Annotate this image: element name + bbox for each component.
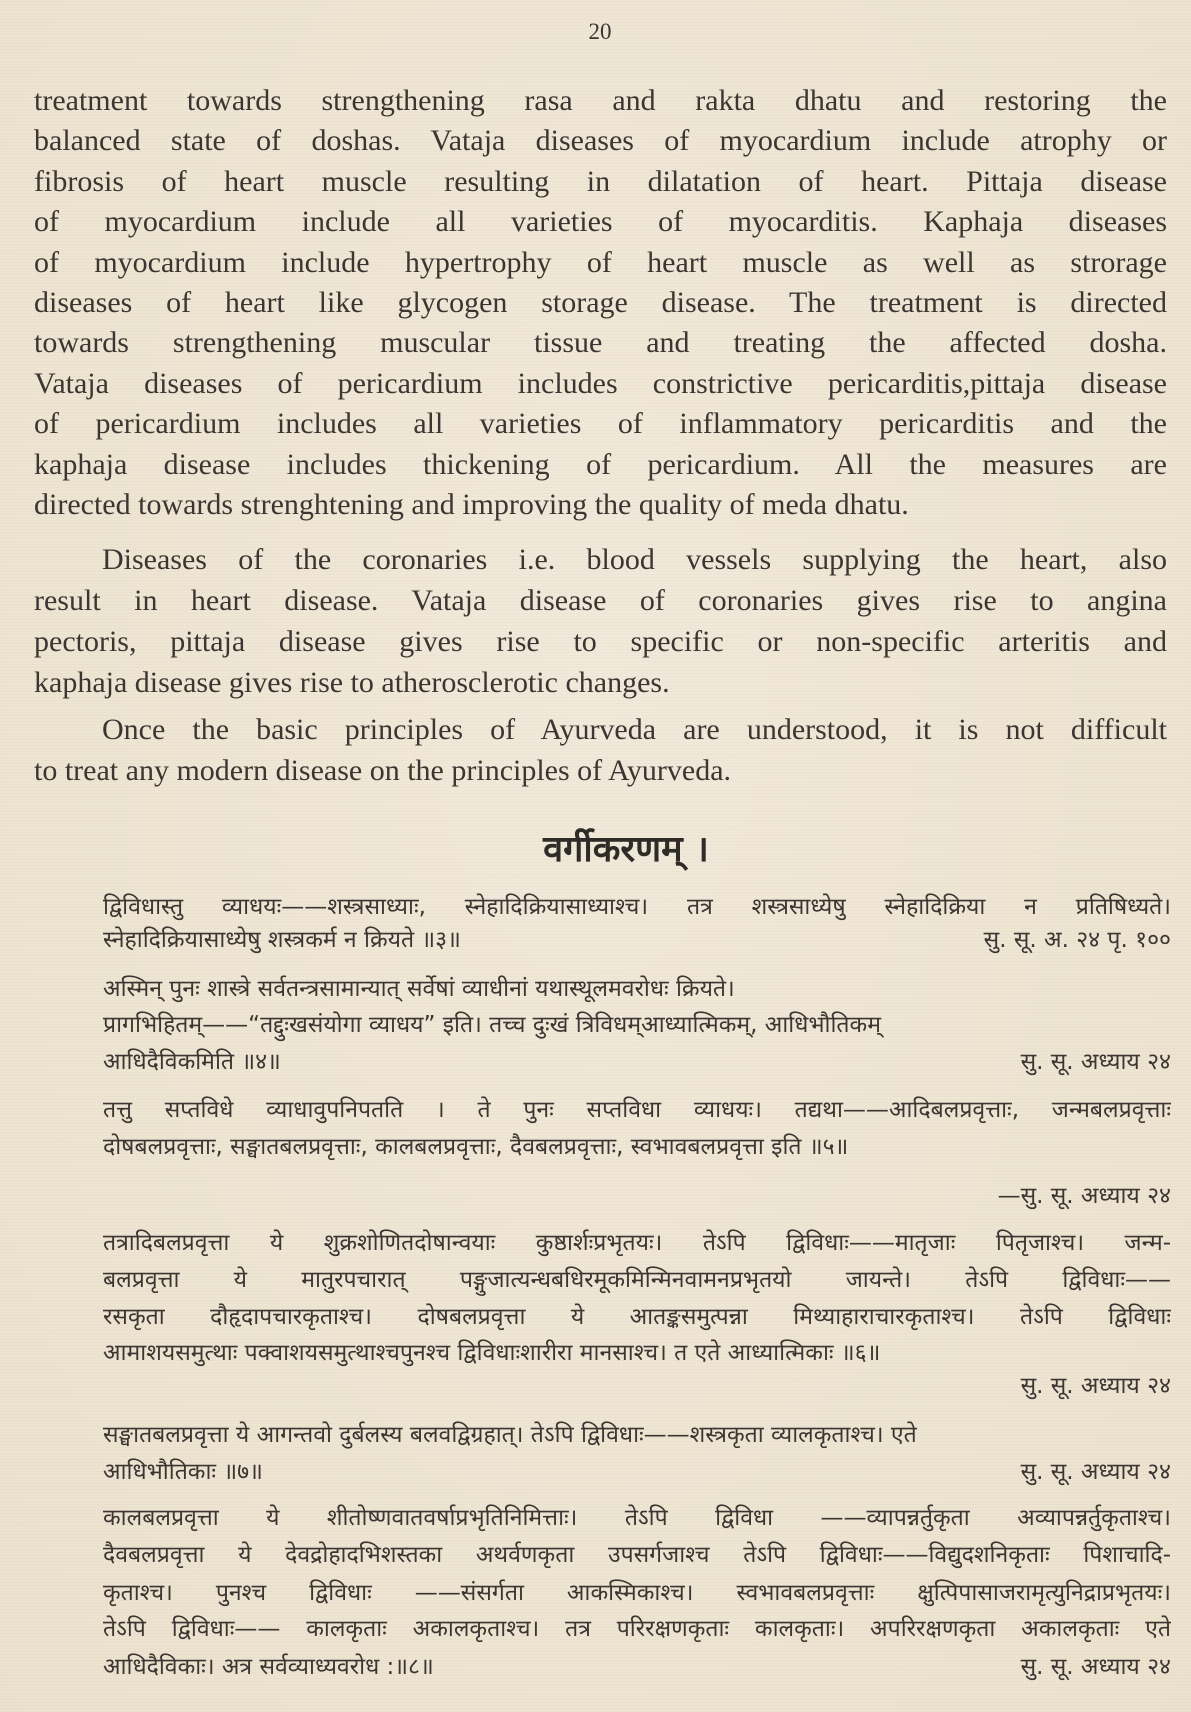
page-number: 20 <box>588 19 612 44</box>
text-line: Once the basic principles of Ayurveda are understood, it is not difficult <box>102 713 1167 746</box>
verse-line: आमाशयसमुत्थाः पक्वाशयसमुत्थाश्चपुनश्च द्विविधाःशारीरा मानसाश्च। त एते आध्यात्मिकाः ॥६॥ <box>103 1340 881 1366</box>
verse-line: प्रागभिहितम्——“तद्दुःखसंयोगा व्याधय” इति। तच्च दुःखं त्रिविधम्आध्यात्मिकम्, आधिभौतिकम् <box>103 1012 881 1038</box>
citation-reference: सु. सू. अध्याय २४ <box>1020 1459 1171 1485</box>
text-line: result in heart disease. Vataja disease of coronaries gives rise to angina <box>34 584 1167 617</box>
verse-line: आधिदैविकाः। अत्र सर्वव्याध्यवरोध :॥८॥ <box>103 1654 434 1680</box>
text-line: to treat any modern disease on the principles of Ayurveda. <box>34 754 732 787</box>
text-line: kaphaja disease gives rise to atherosclerotic changes. <box>34 666 670 699</box>
citation-reference: सु. सू. अध्याय २४ <box>1020 1373 1171 1399</box>
text-line: of pericardium includes all varieties of inflammatory pericarditis and the <box>34 407 1167 440</box>
text-line: Vataja diseases of pericardium includes constrictive pericarditis,pittaja disease <box>34 367 1167 400</box>
verse-line: कृताश्च। पुनश्च द्विविधाः ——संसर्गता आकस्मिकाश्च। स्वभावबलप्रवृत्ताः क्षुत्पिपासाजरामृत्युनिद्राप्रभृतयः। <box>103 1580 1171 1606</box>
verse-line: कालबलप्रवृत्ता ये शीतोष्णवातवर्षाप्रभृतिनिमित्ताः। तेऽपि द्विविधा ——व्यापन्नर्तुकृता अव्यापन्नर्तुकृताश्च। <box>103 1505 1171 1531</box>
verse-line: अस्मिन् पुनः शास्त्रे सर्वतन्त्रसामान्यात् सर्वेषां व्याधीनां यथास्थूलमवरोधः क्रियते। <box>103 976 735 1002</box>
text-line: fibrosis of heart muscle resulting in dilatation of heart. Pittaja disease <box>34 165 1167 198</box>
text-line: treatment towards strengthening rasa and rakta dhatu and restoring the <box>34 84 1167 117</box>
verse-line: तेऽपि द्विविधाः—— कालकृताः अकालकृताश्च। तत्र परिरक्षणकृताः कालकृताः। अपरिरक्षणकृता अकालकृताः एते <box>103 1616 1171 1642</box>
text-line: towards strengthening muscular tissue and treating the affected dosha. <box>34 326 1167 359</box>
text-line: pectoris, pittaja disease gives rise to specific or non-specific arteritis and <box>34 625 1167 658</box>
text-line: Diseases of the coronaries i.e. blood vessels supplying the heart, also <box>102 543 1167 576</box>
verse-line: बलप्रवृत्ता ये मातुरपचारात् पङ्गुजात्यन्धबधिरमूकमिन्मिनवामनप्रभृतयो जायन्ते। तेऽपि द्विविधाः—— <box>103 1267 1171 1293</box>
verse-line: दोषबलप्रवृत्ताः, सङ्घातबलप्रवृत्ताः, कालबलप्रवृत्ताः, दैवबलप्रवृत्ताः, स्वभावबलप्रवृत्ता इति ॥५॥ <box>103 1134 849 1160</box>
citation-reference: —सु. सू. अध्याय २४ <box>997 1183 1171 1209</box>
verse-line: स्नेहादिक्रियासाध्येषु शस्त्रकर्म न क्रियते ॥३॥ <box>103 927 461 953</box>
text-line: of myocardium include hypertrophy of heart muscle as well as strorage <box>34 246 1167 279</box>
verse-line: द्विविधास्तु व्याधयः——शस्त्रसाध्याः, स्नेहादिक्रियासाध्याश्च। तत्र शस्त्रसाध्येषु स्नेहादिक्रिया न प्रतिषिध्यते। <box>103 894 1171 920</box>
text-line: kaphaja disease includes thickening of pericardium. All the measures are <box>34 448 1167 481</box>
text-line: directed towards strenghtening and improving the quality of meda dhatu. <box>34 488 909 521</box>
verse-line: दैवबलप्रवृत्ता ये देवद्रोहादभिशस्तका अथर्वणकृता उपसर्गजाश्च तेऽपि द्विविधाः——विद्युदशनिकृताः पिशाचादि- <box>103 1542 1171 1568</box>
verse-line: सङ्घातबलप्रवृत्ता ये आगन्तवो दुर्बलस्य बलवद्विग्रहात्। तेऽपि द्विविधाः——शस्त्रकृता व्यालकृताश्च। एते <box>103 1422 917 1448</box>
citation-reference: सु. सू. अ. २४ पृ. १०० <box>983 927 1171 953</box>
verse-line: तत्रादिबलप्रवृत्ता ये शुक्रशोणितदोषान्वयाः कुष्ठार्शःप्रभृतयः। तेऽपि द्विविधाः——मातृजाः पितृजाश्च। जन्म- <box>103 1230 1171 1256</box>
verse-line: आधिभौतिकाः ॥७॥ <box>103 1459 263 1485</box>
text-line: diseases of heart like glycogen storage disease. The treatment is directed <box>34 286 1167 319</box>
citation-reference: सु. सू. अध्याय २४ <box>1020 1049 1171 1075</box>
verse-line: रसकृता दौहृदापचारकृताश्च। दोषबलप्रवृत्ता ये आतङ्कसमुत्पन्ना मिथ्याहाराचारकृताश्च। तेऽपि द्विविधाः <box>103 1304 1171 1330</box>
verse-line: तत्तु सप्तविधे व्याधावुपनिपतति । ते पुनः सप्तविधा व्याधयः। तद्यथा——आदिबलप्रवृत्ताः, जन्मबलप्रवृत्ताः <box>103 1097 1171 1123</box>
text-line: of myocardium include all varieties of myocarditis. Kaphaja diseases <box>34 205 1167 238</box>
verse-line: आधिदैविकमिति ॥४॥ <box>103 1049 281 1075</box>
citation-reference: सु. सू. अध्याय २४ <box>1020 1654 1171 1680</box>
section-heading: वर्गीकरणम् । <box>543 829 709 870</box>
text-line: balanced state of doshas. Vataja diseases of myocardium include atrophy or <box>34 124 1167 157</box>
